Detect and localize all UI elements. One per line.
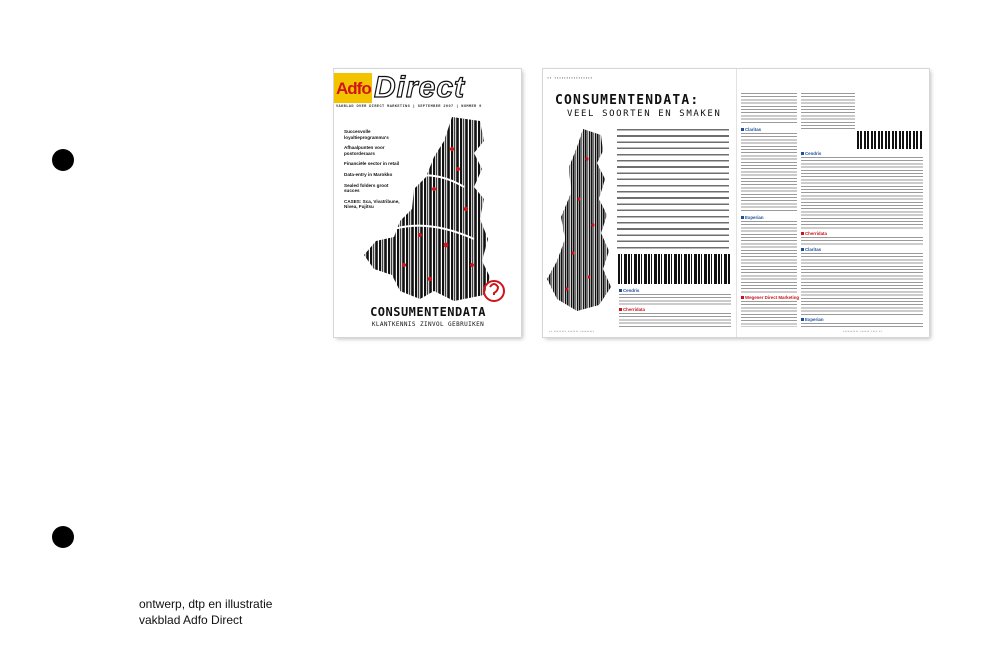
body-text xyxy=(741,301,797,327)
section-heading: Cherridata xyxy=(801,231,827,236)
logo-adfo: Adfo xyxy=(336,79,371,98)
body-text xyxy=(801,253,923,317)
body-text xyxy=(619,294,731,306)
body-text xyxy=(741,221,797,293)
section-heading: Claritas xyxy=(801,247,821,252)
barcode-map-illustration xyxy=(334,69,521,337)
article-title: CONSUMENTENDATA: xyxy=(555,93,700,108)
article-intro-text xyxy=(617,129,729,251)
cover-headline: CASES: Sca, Vivatribune, Nivea, Fujitsu xyxy=(344,198,400,210)
body-text xyxy=(801,157,923,229)
spread-fold xyxy=(736,69,737,337)
caption-line-1: ontwerp, dtp en illustratie xyxy=(139,597,273,611)
barcode-quote-box-right xyxy=(857,131,923,149)
page-footer-right: ▪▪▪▪▪▪▪▪▪▪ ▪▪▪▪▪▪ ▪▪▪▪ ▪▪ xyxy=(843,330,882,333)
cover-headline: Financiële sector in retail xyxy=(344,161,400,167)
caption-line-2: vakblad Adfo Direct xyxy=(139,613,243,627)
bullet-dot-top xyxy=(52,149,74,171)
cover-headline: Succesvolle loyaltieprogramma's xyxy=(344,129,389,140)
section-heading: Wegener Direct Marketing xyxy=(741,295,799,300)
cover-headline: Afhaalpunten voor postorderaars xyxy=(344,145,385,156)
barcode-map-small xyxy=(543,129,623,319)
body-text xyxy=(741,93,797,125)
body-text xyxy=(741,133,797,213)
cover-title: CONSUMENTENDATA xyxy=(370,305,486,319)
bullet-dot-bottom xyxy=(52,526,74,548)
article-subtitle: VEEL SOORTEN EN SMAKEN xyxy=(567,109,722,119)
cover-headline: Sealed folders groot succes xyxy=(344,182,389,194)
cover-tagline: KLANTKENNIS ZINVOL GEBRUIKEN xyxy=(371,321,485,328)
body-text xyxy=(801,237,923,245)
section-heading: Claritas xyxy=(741,127,761,132)
cover-subtitle: VAKBLAD OVER DIRECT MARKETING | SEPTEMBER 2007 | NUMMER 9 xyxy=(336,105,482,109)
section-heading: Experian xyxy=(741,215,764,220)
body-text xyxy=(801,93,855,129)
page-header: ▪▪ ▪▪▪▪▪▪▪▪▪▪▪▪▪▪▪▪ xyxy=(547,77,593,81)
cover-headline: Data-entry in Marokko xyxy=(344,171,393,177)
magazine-spread xyxy=(543,69,929,337)
section-heading: Experian xyxy=(801,317,824,322)
page-footer-left: ▪▪ ▪▪▪▪▪▪▪▪ ▪▪▪▪▪▪▪ ▪▪▪▪▪▪▪▪▪ xyxy=(549,330,595,333)
magazine-cover xyxy=(334,69,521,337)
section-heading: Cendris xyxy=(801,151,821,156)
section-heading: Cherridata xyxy=(619,307,645,312)
body-text xyxy=(801,323,923,328)
caption xyxy=(139,596,272,628)
body-text xyxy=(619,313,731,327)
barcode-quote-box xyxy=(618,254,730,284)
logo-direct: Direct xyxy=(374,71,466,104)
section-heading: Cendris xyxy=(619,288,639,293)
